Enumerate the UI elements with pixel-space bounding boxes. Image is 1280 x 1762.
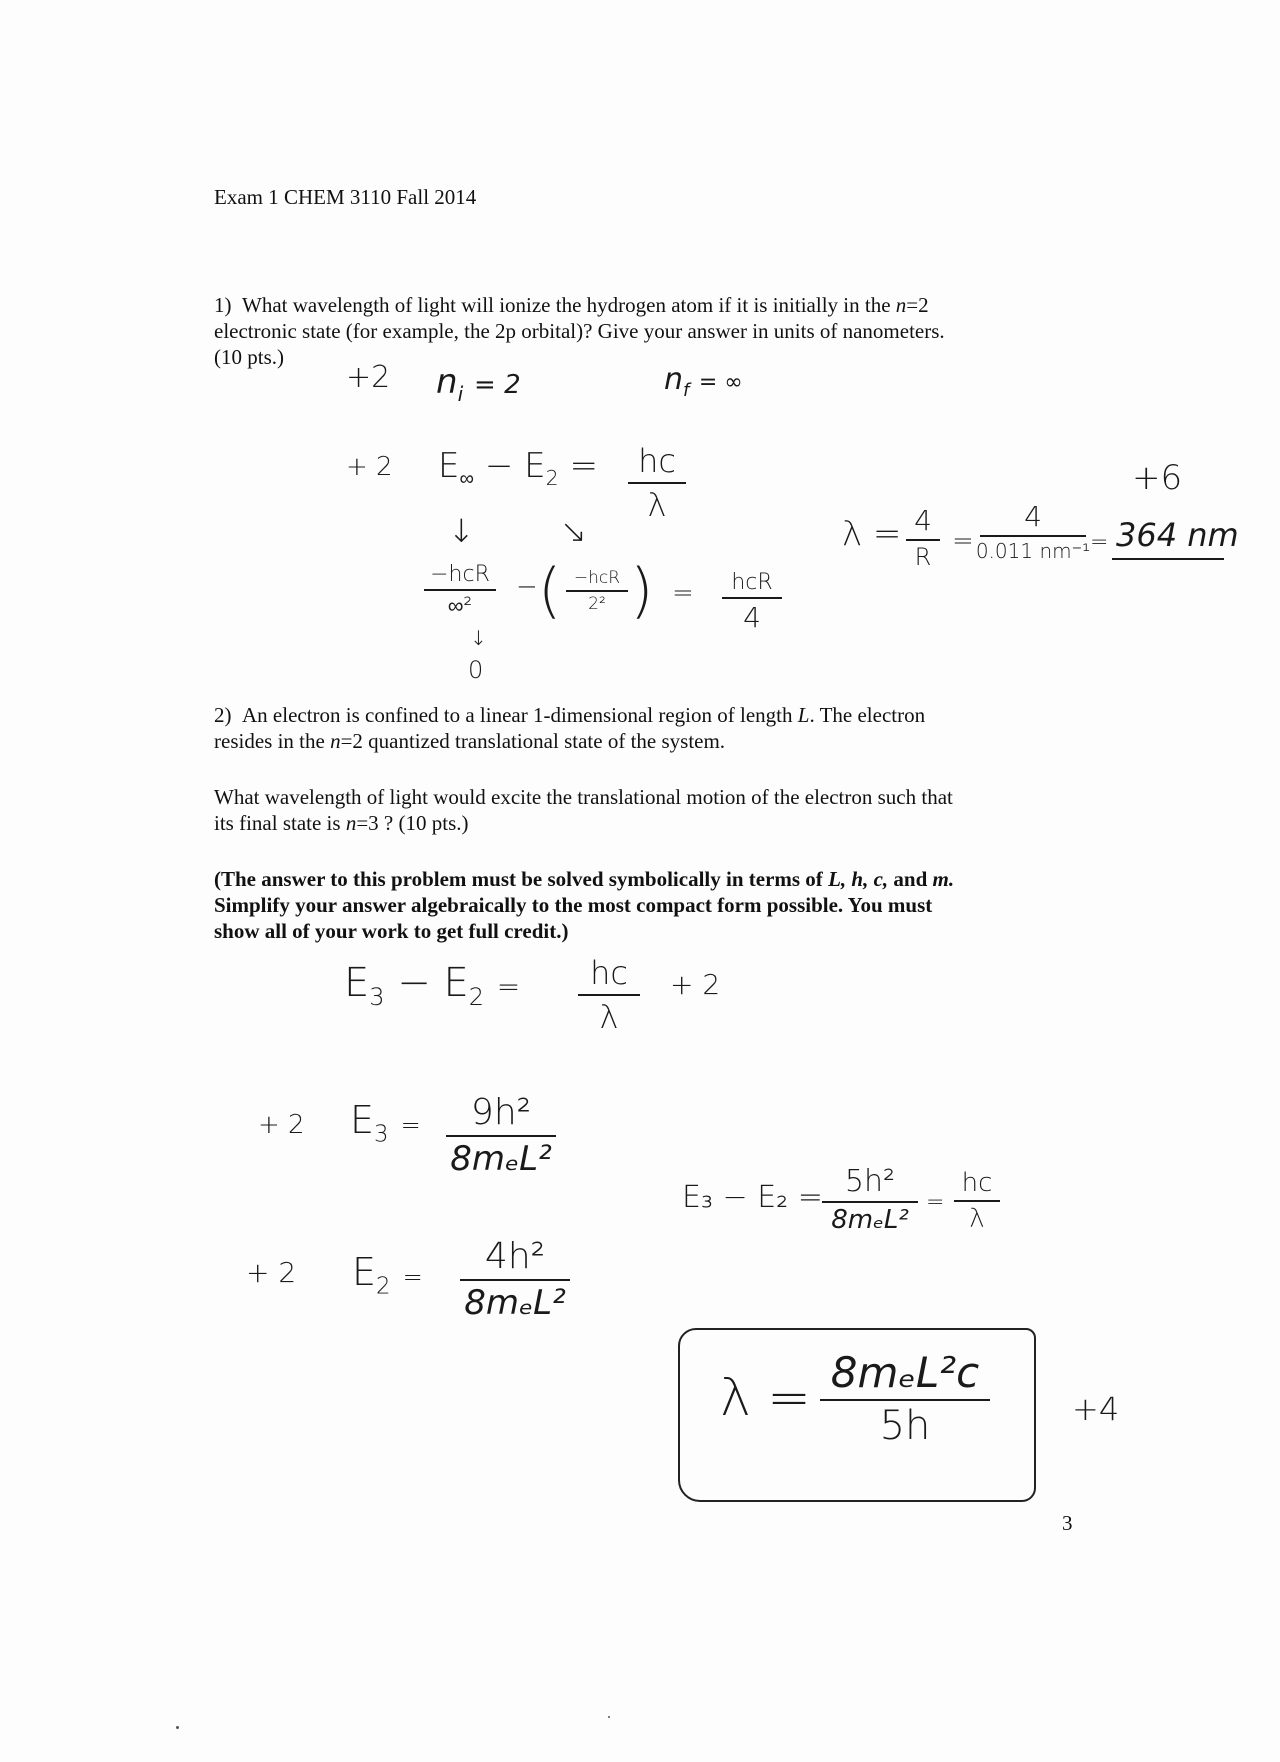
q1-lambda-label: λ = [842,514,902,554]
q2-e3-fraction: 9h² 8mₑL² [446,1092,556,1179]
q2-e2-fraction: 4h² 8mₑL² [460,1236,570,1323]
question1-number: 1) [214,293,232,317]
q1-equals-3: = [952,526,974,556]
question1-line1 [214,292,1114,319]
q2-score-a: + 2 [670,968,721,1001]
q2-energy-difference: $E_3 - E_2$ = [344,960,521,1011]
exam-header: Exam 1 CHEM 3110 Fall 2014 [214,185,477,209]
question2-para2-line2: its final state is n=3 ? (10 pts.) [214,811,469,835]
q1-paren-fraction: −hcR 2² [566,568,628,614]
q1-arrow-left: ↓ [448,512,475,550]
q1-score-a: +2 [346,360,391,395]
question1-points: (10 pts.) [214,345,284,369]
q1-equals-2: = [672,578,694,608]
q2-diff-fraction: 5h² 8mₑL² [822,1164,918,1235]
q1-four-over-r: 4 R [906,504,940,571]
q1-n-initial: $n_i = 2$ [436,362,521,406]
q1-answer-underline [1112,558,1224,560]
q1-paren-open: ( [538,556,562,626]
q1-four-over-rydberg: 4 0.011 nm⁻¹ [975,500,1091,563]
q1-answer: 364 nm [1116,516,1239,554]
q1-equals-4: = [1090,530,1109,555]
q1-energy-difference: $E_\infty - E_2$ = [438,446,598,490]
q1-neg-hcr-over-inf: −hcR ∞² [424,562,496,619]
question2-instructions-line3: show all of your work to get full credit.) [214,919,569,943]
q1-arrow-right: ↘ [560,512,587,550]
question1-line2: electronic state (for example, the 2p orbital)? Give your answer in units of nanometers. [214,319,945,343]
q1-score-c: +6 [1132,458,1183,498]
q1-hcr-over-4: hcR 4 [722,570,782,634]
question1-var-n: n [895,293,907,317]
q1-minus-2: − [516,572,538,602]
q2-score-d: +4 [1072,1390,1120,1428]
q2-hc-over-lambda: hc λ [578,954,640,1036]
q2-e2-definition: $E_2$ = [352,1250,423,1300]
question2-number: 2) [214,703,232,727]
q2-diff-hc-over-lambda: hc λ [954,1168,1000,1234]
q1-n-final: $n_f$ = ∞ [664,362,743,401]
q1-hc-over-lambda: hc λ [628,442,686,524]
q2-score-b: + 2 [258,1110,305,1140]
question2-instructions-line2: Simplify your answer algebraically to the most compact form possible. You must [214,893,933,917]
question2-line2: resides in the n=2 quantized translational state of the system. [214,729,726,753]
q2-e3-definition: $E_3$ = [350,1098,421,1148]
q2-diff-lhs: E₃ − E₂ = [682,1180,823,1215]
q2-final-fraction: 8mₑL²c 5h [820,1348,990,1449]
q1-paren-close: ) [630,556,654,626]
scan-speck [176,1726,179,1729]
q1-arrow-down: ↓ [470,626,487,650]
q2-final-lambda: λ = [720,1368,811,1428]
q1-zero: 0 [468,656,484,684]
q2-diff-equals: = [926,1190,945,1215]
question2-para2-line1: What wavelength of light would excite the translational motion of the electron such that [214,785,953,809]
question1-text-b: =2 [906,293,929,317]
question2-instructions-line1: (The answer to this problem must be solved symbolically in terms of L, h, c, and m. [214,867,955,891]
page-number: 3 [1062,1511,1073,1535]
scan-speck [608,1716,610,1718]
q1-score-b: + 2 [346,452,393,482]
question1-text-a: What wavelength of light will ionize the hydrogen atom if it is initially in the [242,293,896,317]
q2-score-c: + 2 [246,1256,297,1289]
question2-line1: 2) An electron is confined to a linear 1-dimensional region of length L. The electron [214,703,926,727]
